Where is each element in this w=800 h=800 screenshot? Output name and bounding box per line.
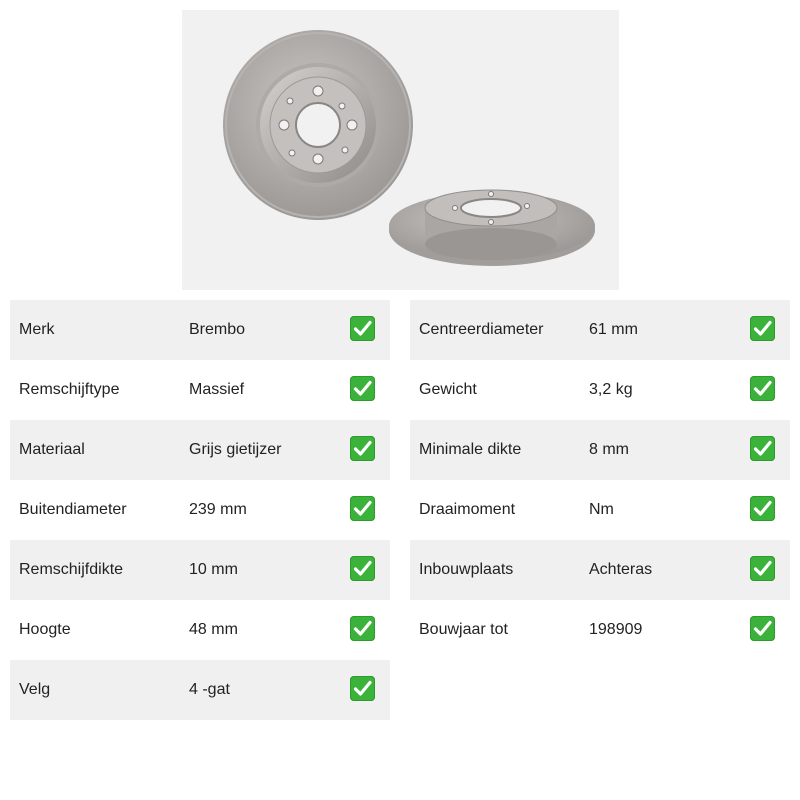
check-mark-icon — [750, 556, 775, 581]
spec-table-left — [10, 300, 390, 720]
spec-row — [10, 480, 390, 540]
spec-table-right — [410, 300, 790, 660]
check-mark-icon — [350, 496, 375, 521]
spec-label: Gewicht — [419, 381, 477, 398]
spec-value: 198909 — [589, 621, 643, 638]
spec-label: Hoogte — [19, 621, 71, 638]
spec-value: Massief — [189, 381, 245, 398]
spec-value: 8 mm — [589, 441, 629, 458]
spec-label: Merk — [19, 321, 55, 338]
spec-value: Achteras — [589, 561, 653, 578]
spec-value: Brembo — [189, 321, 246, 338]
spec-row — [10, 540, 390, 600]
check-mark-icon — [350, 676, 375, 701]
spec-row — [410, 360, 790, 420]
spec-row — [10, 420, 390, 480]
spec-value: 61 mm — [589, 321, 638, 338]
spec-row — [10, 360, 390, 420]
spec-label: Minimale dikte — [419, 441, 522, 458]
check-mark-icon — [750, 616, 775, 641]
spec-row — [410, 300, 790, 360]
spec-row — [410, 540, 790, 600]
spec-label: Velg — [19, 681, 51, 698]
check-mark-icon — [350, 436, 375, 461]
spec-label: Centreerdiameter — [419, 321, 544, 338]
spec-row — [410, 600, 790, 660]
check-mark-icon — [750, 316, 775, 341]
spec-value: 239 mm — [189, 501, 247, 518]
spec-row — [10, 300, 390, 360]
spec-row — [10, 600, 390, 660]
brake-disc-image — [182, 10, 619, 290]
spec-value: Nm — [589, 501, 614, 518]
check-mark-icon — [750, 496, 775, 521]
spec-row — [410, 420, 790, 480]
spec-row — [410, 480, 790, 540]
spec-label: Remschijftype — [19, 381, 120, 398]
check-mark-icon — [350, 316, 375, 341]
spec-label: Remschijfdikte — [19, 561, 124, 578]
spec-label: Inbouwplaats — [419, 561, 514, 578]
check-mark-icon — [350, 376, 375, 401]
spec-row — [10, 660, 390, 720]
spec-label: Materiaal — [19, 441, 85, 458]
spec-value: Grijs gietijzer — [189, 441, 282, 458]
spec-value: 10 mm — [189, 561, 238, 578]
spec-label: Buitendiameter — [19, 501, 127, 518]
check-mark-icon — [750, 436, 775, 461]
spec-value: 3,2 kg — [589, 381, 633, 398]
spec-label: Bouwjaar tot — [419, 621, 508, 638]
spec-value: 4 -gat — [189, 681, 230, 698]
check-mark-icon — [750, 376, 775, 401]
check-mark-icon — [350, 616, 375, 641]
check-mark-icon — [350, 556, 375, 581]
spec-value: 48 mm — [189, 621, 238, 638]
spec-label: Draaimoment — [419, 501, 516, 518]
